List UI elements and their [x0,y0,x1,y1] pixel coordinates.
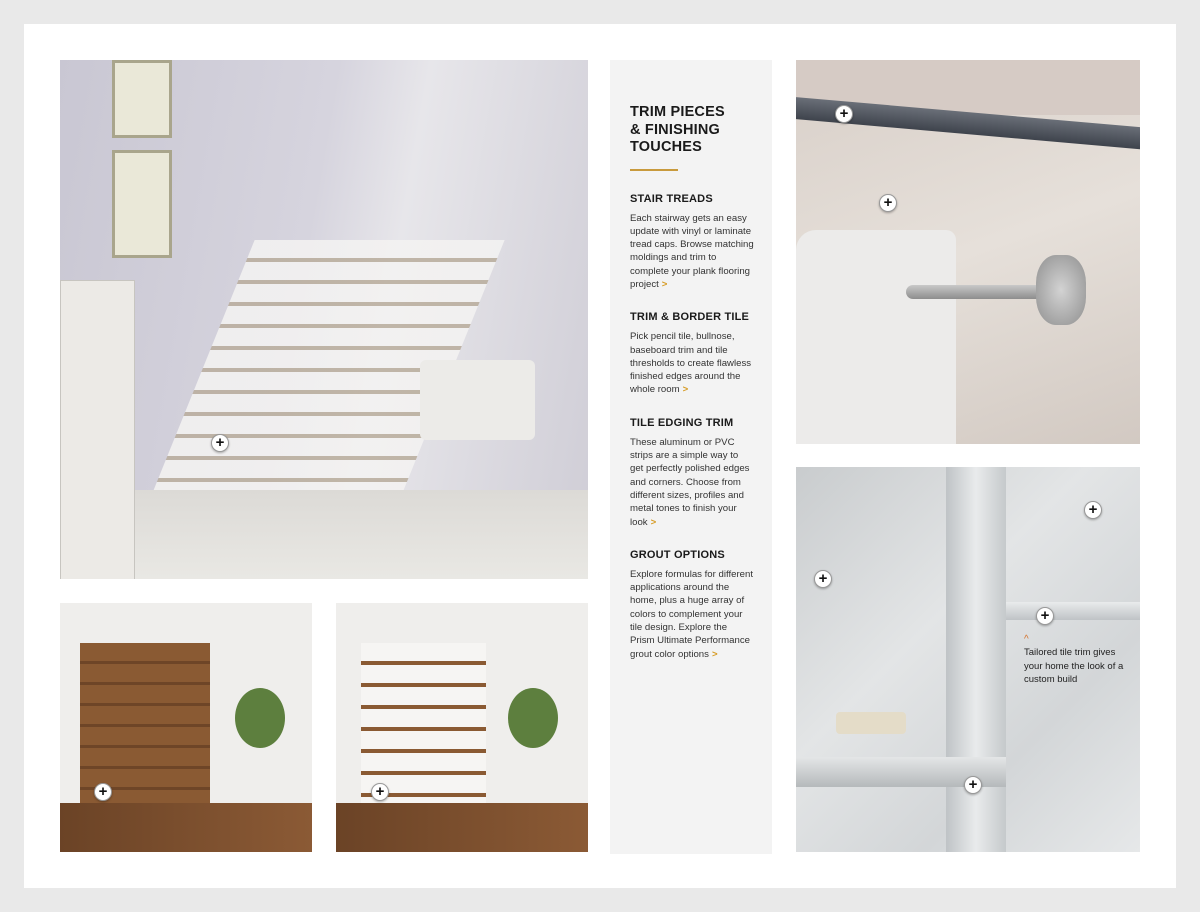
section-body: Pick pencil tile, bullnose, baseboard trim and tile thresholds to create flawless finished edges around the whole room [630,331,752,396]
section-trim-border-tile [630,311,772,396]
hotspot-stair-tread[interactable]: + [211,434,229,452]
section-heading: GROUT OPTIONS [630,548,725,561]
chevron-right-icon[interactable]: > [711,648,718,660]
photo-caption [1024,633,1124,686]
hotspot-wall-tile[interactable]: + [879,194,897,212]
caret-up-icon: ^ [1024,634,1029,645]
chevron-right-icon[interactable]: > [661,278,668,290]
page-title: TRIM PIECES & FINISHING TOUCHES [630,104,725,155]
section-body: These aluminum or PVC strips are a simple way to get perfectly polished edges and corners. Choose from different sizes, profiles and metal tones to finish your look [630,436,750,528]
chevron-right-icon[interactable]: > [650,516,657,528]
accent-divider [630,169,678,171]
stair-wood-photo [60,603,312,852]
section-body: Each stairway gets an easy update with vinyl or laminate tread caps. Browse matching moldings and trim to complete your plank flooring project [630,212,754,290]
caption-text: Tailored tile trim gives your home the look of a custom build [1024,647,1124,685]
section-stair-treads [630,193,772,292]
hotspot-white-stair[interactable]: + [371,783,389,801]
hotspot-arabesque-tile[interactable]: + [814,570,832,588]
section-heading: TILE EDGING TRIM [630,416,734,429]
hotspot-marble-tile[interactable]: + [1084,501,1102,519]
chevron-right-icon[interactable]: > [682,384,689,396]
text-column [610,60,772,854]
stair-white-photo [336,603,588,852]
section-heading: TRIM & BORDER TILE [630,311,750,324]
section-tile-edging-trim [630,417,772,529]
hotspot-corner-trim[interactable]: + [964,776,982,794]
hotspot-border-trim[interactable]: + [1036,607,1054,625]
hotspot-wood-stair[interactable]: + [94,783,112,801]
staircase-photo [60,60,588,579]
section-body: Explore formulas for different applications around the home, plus a huge array of colors to complement your tile design. Explore the Prism Ultimate Performance grout color options [630,568,753,660]
hotspot-pencil-trim[interactable]: + [835,105,853,123]
section-heading: STAIR TREADS [630,192,713,205]
section-grout-options [630,549,772,661]
